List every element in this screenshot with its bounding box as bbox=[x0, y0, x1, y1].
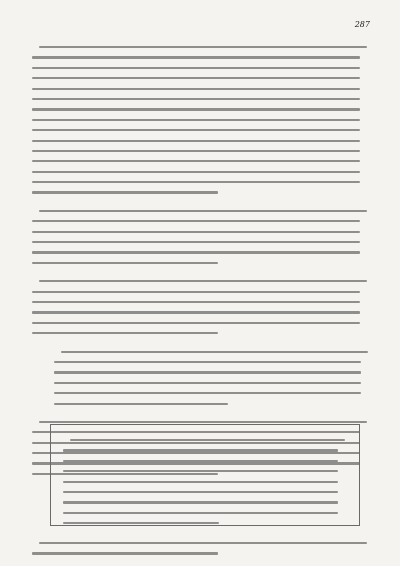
numbered-list bbox=[54, 347, 370, 409]
text-line-placeholder bbox=[54, 367, 370, 377]
text-line-placeholder bbox=[54, 388, 370, 398]
text-line-placeholder bbox=[63, 435, 347, 445]
text-line-placeholder bbox=[32, 187, 370, 197]
text-line-placeholder bbox=[32, 156, 370, 166]
text-line-placeholder bbox=[32, 307, 370, 317]
text-line-placeholder bbox=[32, 94, 370, 104]
text-line-placeholder bbox=[32, 167, 370, 177]
text-line-placeholder bbox=[32, 548, 370, 558]
paragraph-block-3 bbox=[32, 276, 370, 338]
closing-paragraph bbox=[32, 538, 370, 559]
text-line-placeholder bbox=[32, 216, 370, 226]
text-line-placeholder bbox=[32, 318, 370, 328]
text-line-placeholder bbox=[32, 258, 370, 268]
text-line-placeholder bbox=[32, 297, 370, 307]
text-line-placeholder bbox=[32, 104, 370, 114]
text-line-placeholder bbox=[32, 247, 370, 257]
text-line-placeholder bbox=[54, 378, 370, 388]
text-line-placeholder bbox=[32, 42, 370, 52]
text-line-placeholder bbox=[63, 508, 347, 518]
text-line-placeholder bbox=[32, 52, 370, 62]
text-line-placeholder bbox=[32, 328, 370, 338]
boxed-passage-lines bbox=[63, 435, 347, 529]
text-line-placeholder bbox=[32, 237, 370, 247]
text-line-placeholder bbox=[32, 538, 370, 548]
text-line-placeholder bbox=[63, 477, 347, 487]
text-line-placeholder bbox=[32, 276, 370, 286]
text-line-placeholder bbox=[32, 84, 370, 94]
text-line-placeholder bbox=[54, 357, 370, 367]
text-line-placeholder bbox=[32, 177, 370, 187]
paragraph-block-1 bbox=[32, 42, 370, 198]
text-line-placeholder bbox=[32, 115, 370, 125]
text-line-placeholder bbox=[54, 399, 370, 409]
text-line-placeholder bbox=[63, 487, 347, 497]
text-line-placeholder bbox=[32, 146, 370, 156]
body-text bbox=[32, 42, 370, 479]
boxed-passage bbox=[50, 424, 360, 526]
text-line-placeholder bbox=[32, 136, 370, 146]
text-line-placeholder bbox=[63, 518, 347, 528]
text-line-placeholder bbox=[32, 287, 370, 297]
text-line-placeholder bbox=[32, 63, 370, 73]
closing-lines bbox=[32, 538, 370, 559]
text-line-placeholder bbox=[32, 125, 370, 135]
text-line-placeholder bbox=[63, 456, 347, 466]
page-number: 287 bbox=[354, 20, 370, 29]
paragraph-block-2 bbox=[32, 206, 370, 268]
text-line-placeholder bbox=[32, 206, 370, 216]
text-line-placeholder bbox=[54, 347, 370, 357]
text-line-placeholder bbox=[32, 227, 370, 237]
text-line-placeholder bbox=[63, 497, 347, 507]
text-line-placeholder bbox=[63, 445, 347, 455]
text-line-placeholder bbox=[32, 73, 370, 83]
text-line-placeholder bbox=[63, 466, 347, 476]
